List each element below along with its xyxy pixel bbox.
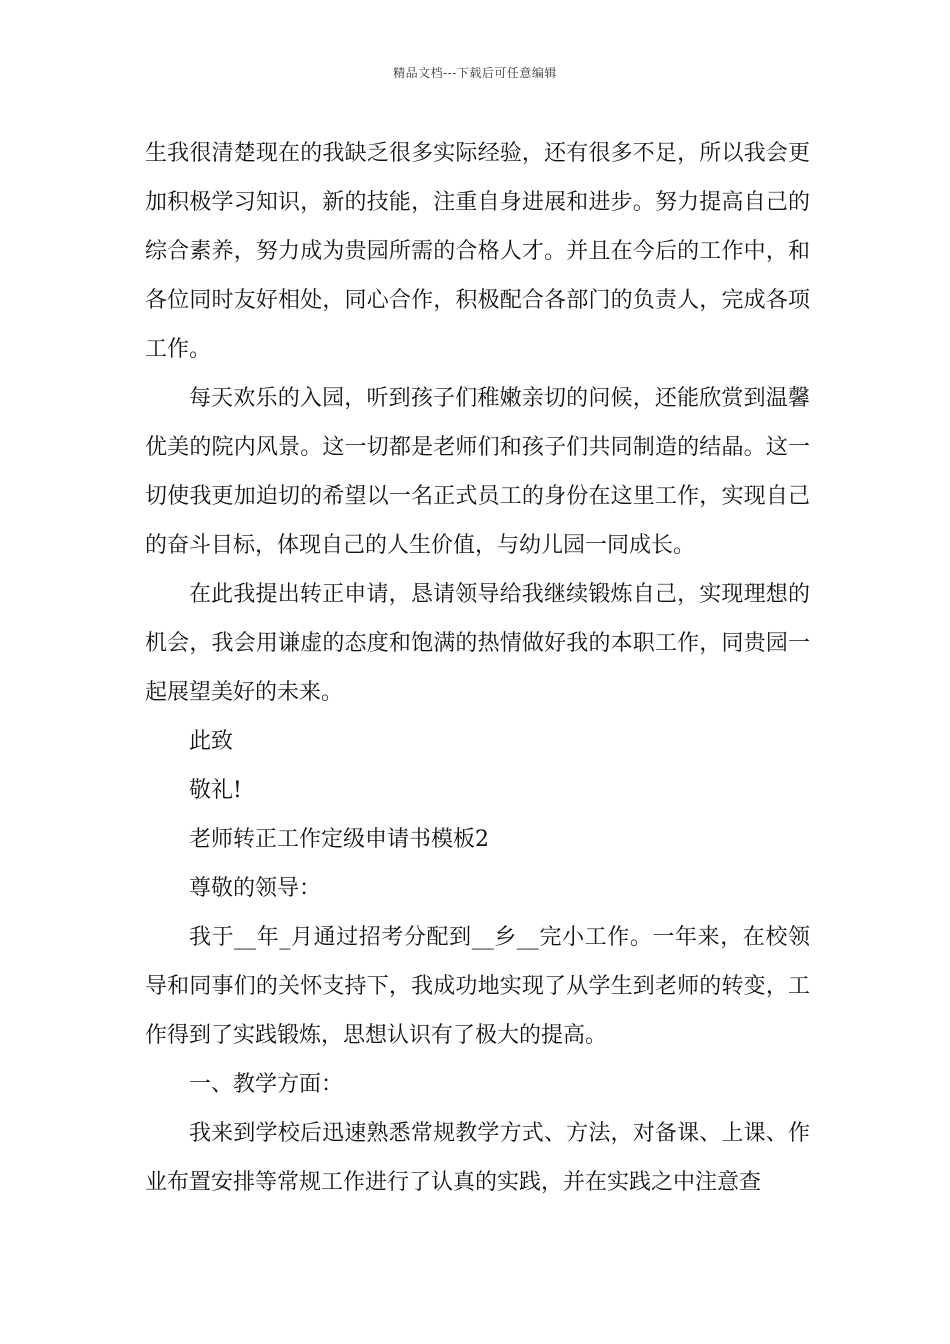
paragraph: 我来到学校后迅速熟悉常规教学方式、方法，对备课、上课、作业布置安排等常规工作进行了认真的实践，并在实践之中注意查 [145, 1121, 810, 1195]
paragraph: 生我很清楚现在的我缺乏很多实际经验，还有很多不足，所以我会更加积极学习知识，新的技能，注重自身进展和进步。努力提高自己的综合素养，努力成为贵园所需的合格人才。并且在今后的工作中，和各位同时友好相处，同心合作，积极配合各部门的负责人，完成各项工作。 [145, 141, 810, 362]
page-header: 精品文档---下载后可任意编辑 [393, 66, 557, 80]
section-title: 老师转正工作定级申请书模板2 [189, 827, 489, 852]
paragraph: 在此我提出转正申请，恳请领导给我继续锻炼自己，实现理想的机会，我会用谦虚的态度和饱满的热情做好我的本职工作，同贵园一起展望美好的未来。 [145, 582, 810, 705]
closing-regards: 敬礼! [189, 778, 242, 803]
paragraph: 我于__年_月通过招考分配到__乡__完小工作。一年来，在校领导和同事们的关怀支持下，我成功地实现了从学生到老师的转变，工作得到了实践锻炼，思想认识有了极大的提高。 [145, 925, 810, 1048]
greeting: 尊敬的领导： [189, 876, 322, 901]
paragraph: 每天欢乐的入园，听到孩子们稚嫩亲切的问候，还能欣赏到温馨优美的院内风景。这一切都是老师们和孩子们共同制造的结晶。这一切使我更加迫切的希望以一名正式员工的身份在这里工作，实现自己的奋斗目标，体现自己的人生价值，与幼儿园一同成长。 [145, 386, 810, 558]
document-body [145, 129, 810, 1207]
closing-salutation: 此致 [189, 729, 234, 754]
subsection-heading: 一、教学方面： [189, 1072, 344, 1097]
